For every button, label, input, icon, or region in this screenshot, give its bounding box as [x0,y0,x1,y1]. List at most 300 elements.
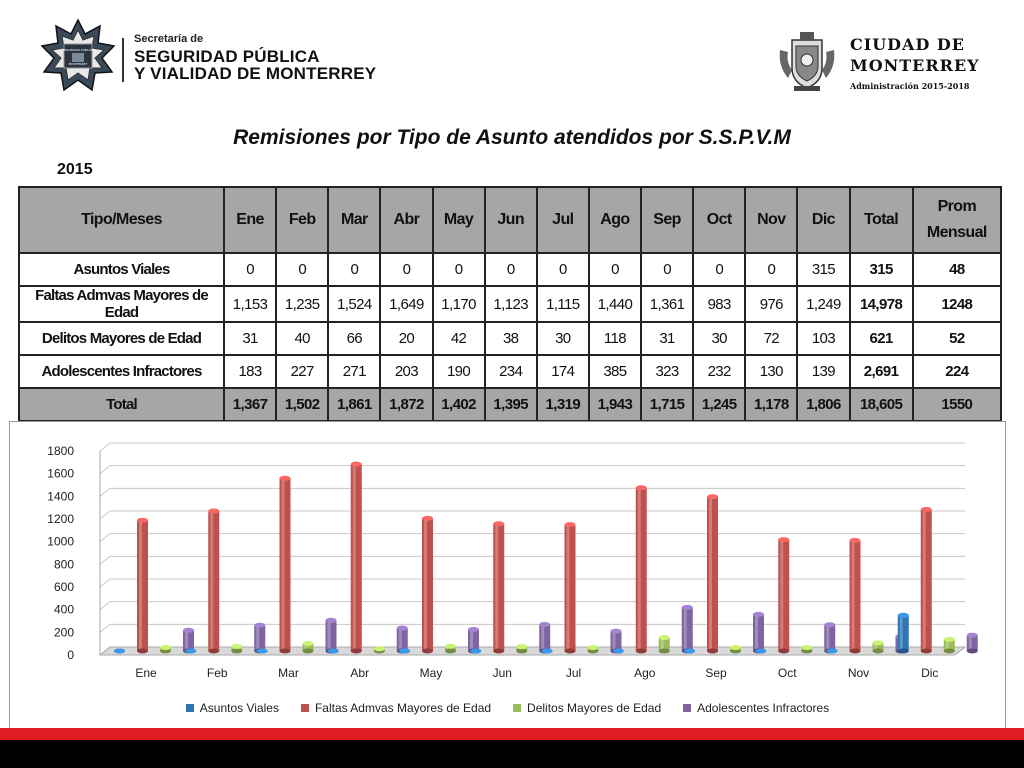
bar-base [422,649,433,654]
table-cell: 1,170 [433,286,485,322]
bar-highlight [282,478,285,651]
bar-base [898,649,909,654]
bar-body [326,620,337,651]
table-total-row [19,388,1001,421]
bar-base [967,649,978,654]
bar-base [231,649,242,654]
table-cell: 40 [276,322,328,355]
bar-body [850,540,861,651]
bar-body [753,614,764,651]
table-row [19,322,1001,355]
y-tick-label: 1200 [47,512,74,526]
bar-cap [303,641,314,646]
table-row [19,286,1001,322]
bar-cap [921,507,932,512]
header-month: Dic [797,187,849,253]
bar-cap [183,628,194,633]
bar-highlight [638,488,641,651]
table-cell: 30 [693,322,745,355]
bar-cap [850,538,861,543]
table-cell: 66 [328,322,380,355]
row-total: 315 [850,253,913,286]
bar-highlight [328,620,331,651]
x-tick-label: Mar [278,666,299,680]
bar-cap [231,644,242,649]
bar-cap [137,518,148,523]
x-tick-label: Sep [705,666,727,680]
bar-highlight [900,615,903,651]
bar-base [208,649,219,654]
bar-Dic-Asuntos Viales [898,613,909,654]
bar-highlight [353,464,356,651]
table-cell: 190 [433,355,485,388]
bar-body [254,625,265,651]
footer-red-band [0,728,1024,740]
bar-base [280,649,291,654]
bar-body [397,628,408,651]
bar-body [824,625,835,651]
table-cell: 1,235 [276,286,328,322]
header-divider [122,38,124,82]
city-name-line1: CIUDAD DE [850,35,965,54]
bar-cap [778,537,789,542]
bar-base [351,649,362,654]
row-prom: 48 [913,253,1001,286]
bar-Jun-Asuntos Viales [470,649,481,654]
gridline [100,466,965,474]
police-badge-icon [40,18,116,94]
bar-highlight [684,607,687,651]
gridline [100,534,965,542]
header-prom [913,187,1001,253]
bar-cap [257,649,268,654]
page-title: Remisiones por Tipo de Asunto atendidos por S.S.P.V.M [233,126,791,149]
bar-Nov-Faltas Admvas Mayores de Edad [850,538,861,654]
legend-swatch [513,704,521,712]
bar-cap [565,522,576,527]
bar-body [921,509,932,651]
header-month: Nov [745,187,797,253]
row-label: Asuntos Viales [19,253,224,286]
table-cell: 30 [537,322,589,355]
bar-cap [185,649,196,654]
bar-cap [516,644,527,649]
x-tick-label: Nov [847,666,870,680]
table-cell: 1,806 [797,388,849,421]
bar-highlight [470,629,473,651]
table-cell: 203 [380,355,432,388]
bar-base [921,649,932,654]
header-month: Ago [589,187,641,253]
header-month: Oct [693,187,745,253]
chart-container [9,421,1006,729]
y-tick-label: 800 [53,557,74,572]
bar-highlight [210,511,213,651]
table-cell: 1,245 [693,388,745,421]
bar-highlight [567,525,570,651]
table-cell: 118 [589,322,641,355]
bar-Mar-Faltas Admvas Mayores de Edad [280,476,291,654]
table-cell: 0 [589,253,641,286]
org-name-line1: SEGURIDAD PÚBLICA [134,47,320,66]
table-cell: 1,319 [537,388,589,421]
bar-body [707,497,718,651]
bar-cap [730,645,741,650]
table-cell: 1,123 [485,286,537,322]
bar-May-Faltas Admvas Mayores de Edad [422,516,433,654]
table-cell: 31 [224,322,276,355]
row-label: Delitos Mayores de Edad [19,322,224,355]
bar-Jul-Asuntos Viales [542,649,553,654]
x-tick-label: Ago [634,666,656,680]
table-cell: 1,502 [276,388,328,421]
table-cell: 1,649 [380,286,432,322]
city-name [850,34,980,76]
y-tick-label: 400 [53,602,74,617]
bar-body [636,488,647,651]
x-tick-label: Jul [565,666,582,680]
legend-label: Delitos Mayores de Edad [527,701,662,715]
bar-Feb-Faltas Admvas Mayores de Edad [208,509,219,654]
x-tick-label: Jun [492,666,512,680]
bar-highlight [780,540,783,651]
table-cell: 1,943 [589,388,641,421]
bar-Jun-Faltas Admvas Mayores de Edad [493,521,504,653]
bar-body [565,525,576,651]
x-tick-label: Abr [350,666,370,680]
table-cell: 174 [537,355,589,388]
bar-cap [659,635,670,640]
org-name-line2: Y VIALIDAD DE MONTERREY [134,64,377,83]
bar-cap [824,622,835,627]
header-tipo: Tipo/Meses [19,187,224,253]
table-cell: 976 [745,286,797,322]
bar-highlight [709,497,712,651]
bar-highlight [139,520,142,651]
bar-cap [397,625,408,630]
row-label: Faltas Admvas Mayores de Edad [19,286,224,322]
bar-cap [351,462,362,467]
bar-cap [944,637,955,642]
bar-cap [493,521,504,526]
bar-body [493,524,504,651]
bar-base [636,649,647,654]
table-cell: 1,440 [589,286,641,322]
bar-base [303,649,314,654]
row-label: Adolescentes Infractores [19,355,224,388]
bar-cap [328,649,339,654]
city-crest-icon [776,30,838,94]
row-prom: 52 [913,322,1001,355]
table-cell: 103 [797,322,849,355]
table-cell: 31 [641,322,693,355]
bar-cap [707,494,718,499]
bar-Abr-Asuntos Viales [328,649,339,654]
badge-text-bottom: MONTERREY [68,62,88,66]
bar-Ene-Faltas Admvas Mayores de Edad [137,518,148,654]
x-tick-label: Dic [921,666,939,680]
bar-highlight [495,524,498,651]
bar-body [422,518,433,651]
bar-Nov-Delitos Mayores de Edad [873,640,884,653]
bar-Mar-Delitos Mayores de Edad [303,641,314,653]
table-cell: 234 [485,355,537,388]
table-cell: 0 [328,253,380,286]
table-row [19,355,1001,388]
row-total: 18,605 [850,388,913,421]
bar-cap [753,612,764,617]
x-tick-label: Oct [777,666,797,680]
row-prom: 1550 [913,388,1001,421]
header-month: Abr [380,187,432,253]
gridline [100,556,965,564]
bar-Jul-Faltas Admvas Mayores de Edad [565,522,576,653]
bar-cap [588,645,599,650]
table-cell: 983 [693,286,745,322]
bar-cap [542,649,553,654]
bar-body [183,630,194,651]
table-cell: 0 [693,253,745,286]
row-label: Total [19,388,224,421]
bar-Ene-Delitos Mayores de Edad [160,645,171,654]
data-table [18,186,1002,422]
bar-cap [755,649,766,654]
table-cell: 1,178 [745,388,797,421]
gridline [100,443,965,451]
bar-body [137,520,148,651]
y-tick-label: 1400 [47,489,74,504]
table-cell: 1,715 [641,388,693,421]
bar-Feb-Delitos Mayores de Edad [231,644,242,654]
bar-Sep-Adolescentes Infractores [753,612,764,654]
header-prom-line2: Mensual [926,224,987,241]
bar-Abr-Faltas Admvas Mayores de Edad [351,462,362,654]
table-row [19,253,1001,286]
header-total: Total [850,187,913,253]
table-cell: 0 [433,253,485,286]
bar-highlight [613,631,616,651]
bar-cap [422,516,433,521]
bar-cap [539,622,550,627]
table-cell: 20 [380,322,432,355]
bar-base [944,649,955,654]
table-cell: 38 [485,322,537,355]
gridline [100,602,965,610]
bar-cap [898,613,909,618]
header-month: Jun [485,187,537,253]
administration-period: Administración 2015-2018 [850,81,970,91]
table-cell: 0 [224,253,276,286]
table-cell: 0 [537,253,589,286]
page-header [0,0,1024,110]
table-cell: 0 [276,253,328,286]
bar-cap [254,623,265,628]
table-cell: 0 [380,253,432,286]
table-cell: 183 [224,355,276,388]
bar-body [280,478,291,651]
bar-cap [160,645,171,650]
table-cell: 1,861 [328,388,380,421]
bar-cap [613,649,624,654]
bar-base [445,649,456,654]
bar-cap [873,640,884,645]
legend-label: Faltas Admvas Mayores de Edad [314,701,492,715]
row-prom: 1248 [913,286,1001,322]
bar-base [850,649,861,654]
legend-label: Asuntos Viales [199,701,279,715]
bar-cap [967,633,978,638]
bar-cap [114,649,125,654]
bar-May-Asuntos Viales [399,649,410,654]
bar-Abr-Delitos Mayores de Edad [374,646,385,653]
bar-cap [682,605,693,610]
city-name-line2: MONTERREY [850,56,980,75]
table-cell: 1,367 [224,388,276,421]
bar-Mar-Asuntos Viales [257,649,268,654]
y-tick-label: 1600 [47,466,74,481]
row-total: 621 [850,322,913,355]
bar-Dic-Adolescentes Infractores [967,633,978,654]
legend-swatch [186,704,194,712]
bar-cap [470,649,481,654]
bar-Ago-Adolescentes Infractores [682,605,693,654]
header-prom-line1: Prom [937,198,977,215]
bar-highlight [185,630,188,651]
gridline [100,488,965,496]
bar-Sep-Asuntos Viales [684,649,695,654]
x-tick-label: May [419,666,443,680]
bar-Dic-Faltas Admvas Mayores de Edad [921,507,932,654]
table-cell: 1,395 [485,388,537,421]
table-cell: 72 [745,322,797,355]
header-month: Feb [276,187,328,253]
year-label: 2015 [57,161,93,178]
bar-body [682,607,693,651]
legend-swatch [301,704,309,712]
header-month: Ene [224,187,276,253]
header-month: Jul [537,187,589,253]
bar-Mar-Adolescentes Infractores [326,618,337,654]
bar-base [565,649,576,654]
bar-base [137,649,148,654]
row-prom: 224 [913,355,1001,388]
bar-cap [468,627,479,632]
y-tick-label: 1800 [47,444,74,458]
bar-Ago-Delitos Mayores de Edad [659,635,670,653]
bar-cap [827,649,838,654]
org-name [134,48,376,82]
table-cell: 271 [328,355,380,388]
bar-cap [801,645,812,650]
bar-Ene-Asuntos Viales [114,649,125,654]
table-cell: 1,524 [328,286,380,322]
table-cell: 130 [745,355,797,388]
table-cell: 315 [797,253,849,286]
bar-cap [611,629,622,634]
bar-cap [280,476,291,481]
bar-Oct-Delitos Mayores de Edad [801,645,812,653]
bar-cap [445,644,456,649]
bar-body [351,464,362,651]
bar-highlight [256,625,259,651]
bar-highlight [755,614,758,651]
bar-cap [684,649,695,654]
bar-cap [326,618,337,623]
legend-item [186,698,279,718]
bar-Sep-Delitos Mayores de Edad [730,645,741,654]
y-tick-label: 0 [67,648,74,662]
table-cell: 0 [745,253,797,286]
legend-label: Adolescentes Infractores [697,701,830,715]
table-cell: 385 [589,355,641,388]
bar-cap [208,509,219,514]
table-header-row [19,187,1001,253]
bar-body [539,624,550,651]
bar-cap [399,649,410,654]
bar-base [778,649,789,654]
bar-base [493,649,504,654]
bar-Oct-Asuntos Viales [755,649,766,654]
bar-cap [636,485,647,490]
bar-highlight [541,624,544,651]
bar-Feb-Asuntos Viales [185,649,196,654]
bar-Ago-Asuntos Viales [613,649,624,654]
table-cell: 232 [693,355,745,388]
footer-black-band [0,740,1024,768]
header-month: Mar [328,187,380,253]
bar-Jul-Delitos Mayores de Edad [588,645,599,653]
row-total: 14,978 [850,286,913,322]
gridline [100,579,965,587]
bar-body [611,631,622,651]
bar-Oct-Faltas Admvas Mayores de Edad [778,537,789,653]
bar-Dic-Delitos Mayores de Edad [944,637,955,654]
bar-base [659,649,670,654]
badge-text-top: SEGURIDAD PÚBLICA [62,48,94,52]
bar-body [208,511,219,651]
bar-body [468,629,479,651]
bar-highlight [424,518,427,651]
legend-item [301,698,491,718]
table-body [19,253,1001,421]
bar-base [707,649,718,654]
table-cell: 0 [641,253,693,286]
row-total: 2,691 [850,355,913,388]
x-tick-label: Ene [135,666,157,680]
bar-base [873,649,884,654]
table-cell: 1,115 [537,286,589,322]
bar-May-Delitos Mayores de Edad [445,644,456,654]
legend-item [683,698,829,718]
table-cell: 1,361 [641,286,693,322]
y-tick-label: 1000 [47,534,74,549]
table-cell: 1,402 [433,388,485,421]
bar-Sep-Faltas Admvas Mayores de Edad [707,494,718,653]
y-tick-label: 600 [53,580,74,594]
table-cell: 1,153 [224,286,276,322]
table-cell: 323 [641,355,693,388]
header-month: May [433,187,485,253]
bar-body [778,540,789,651]
table-cell: 0 [485,253,537,286]
table-cell: 42 [433,322,485,355]
bar-cap [374,646,385,651]
legend-swatch [683,704,691,712]
chart-legend [10,698,1005,718]
bar-Nov-Asuntos Viales [827,649,838,654]
org-prefix: Secretaría de [134,33,204,45]
bar-base [516,649,527,654]
